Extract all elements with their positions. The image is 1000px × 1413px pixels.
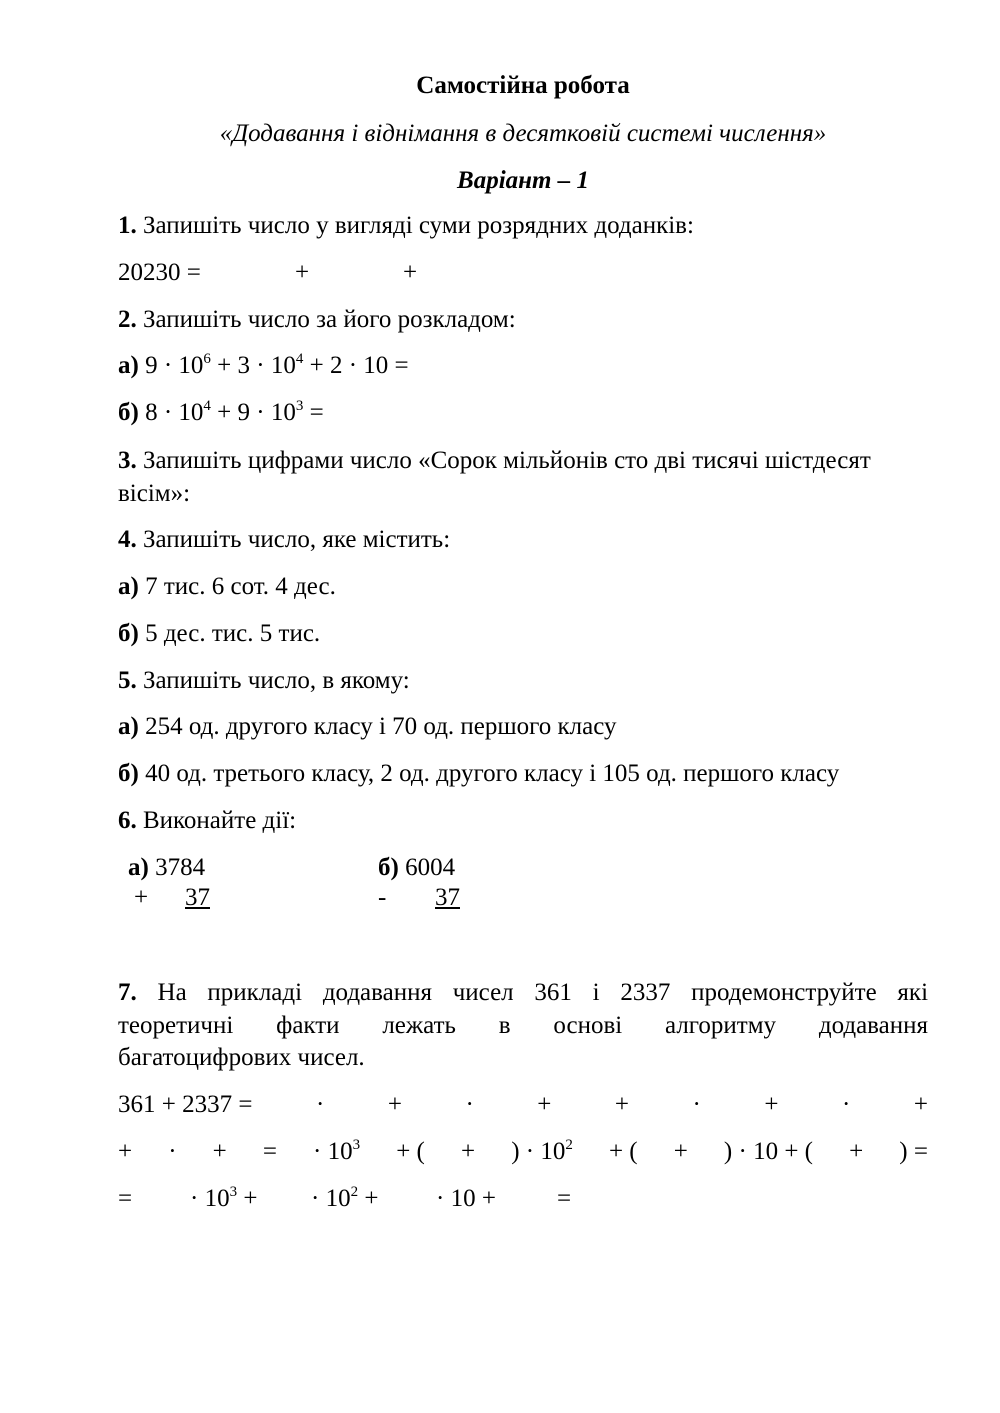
task-3-prompt-line1: 3. Запишіть цифрами число «Сорок мільйонів сто дві тисячі шістдесят: [118, 447, 871, 474]
task-4-prompt: 4. Запишіть число, яке містить:: [118, 526, 451, 553]
task-7-row-3-term-3: · 10 +: [436, 1185, 496, 1212]
task-6a-op: +: [134, 884, 149, 911]
task-1-plus-1: +: [295, 259, 310, 286]
task-7-row-3-term-2: · $10^2$ +: [311, 1184, 379, 1212]
task-7-row-3-eq-end: =: [557, 1185, 572, 1212]
task-7-row-1: 361 + 2337 = · + · + + · + · +: [118, 1091, 928, 1118]
task-7-prompt-line2: теоретичні факти лежать в основі алгоритму додавання: [118, 1012, 928, 1039]
page-subtitle: «Додавання і віднімання в десятковій системі числення»: [219, 120, 827, 147]
task-1-prompt: 1. Запишіть число у вигляді суми розрядних доданків:: [118, 212, 694, 239]
task-6a-top: а) 3784: [128, 854, 206, 881]
task-7-prompt-line1: 7. На прикладі додавання чисел 361 і 2337 продемонструйте які: [118, 979, 929, 1006]
task-2-prompt: 2. Запишіть число за його розкладом:: [118, 306, 516, 333]
task-7-prompt-line3: багатоцифрових чисел.: [118, 1044, 365, 1071]
task-6b-op: -: [378, 884, 387, 911]
task-7-row-3-term-1: · $10^3$ +: [190, 1184, 258, 1212]
task-5-prompt: 5. Запишіть число, в якому:: [118, 667, 410, 694]
task-4a: а) 7 тис. 6 сот. 4 дес.: [118, 573, 336, 600]
task-5a: а) 254 од. другого класу і 70 од. першого класу: [118, 713, 617, 740]
task-6-prompt: 6. Виконайте дії:: [118, 807, 297, 834]
task-6b-bottom: 37: [435, 884, 460, 911]
task-4b: б) 5 дес. тис. 5 тис.: [118, 620, 321, 647]
task-2b: б) $8 \cdot 10^4 + 9 \cdot 10^3$ =: [118, 398, 324, 426]
task-3-prompt-line2: вісім»:: [118, 480, 191, 507]
task-5b: б) 40 од. третього класу, 2 од. другого класу і 105 од. першого класу: [118, 760, 840, 787]
task-6a-bottom: 37: [185, 884, 210, 911]
variant-label: Варіант – 1: [457, 167, 589, 194]
task-1-expression: 20230 =: [118, 259, 201, 286]
task-1-plus-2: +: [403, 259, 418, 286]
task-7-row-3-eq: =: [118, 1185, 133, 1212]
task-2a: а) $9 \cdot 10^6 + 3 \cdot 10^4 + 2 \cdot 10$ =: [118, 351, 409, 379]
task-6b-top: б) 6004: [378, 854, 456, 881]
page-title: Самостійна робота: [416, 72, 630, 99]
task-7-row-2: + · + = · $10^3$ + ( + ) · $10^2$ + ( + ) · 10 + ( + ) =: [118, 1137, 928, 1165]
